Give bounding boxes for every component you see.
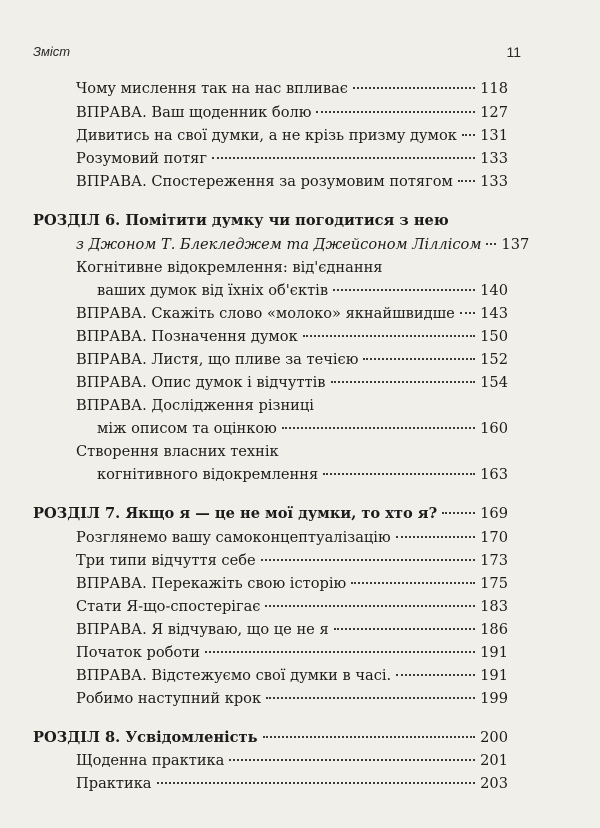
toc-entry: ВПРАВА. Скажіть слово «молоко» якнайшвидше 143 bbox=[76, 305, 508, 322]
toc-entry: з Джоном Т. Блекледжем та Джейсоном Ліллісом 137 bbox=[76, 236, 530, 253]
toc-entry: ВПРАВА. Ваш щоденник болю 127 bbox=[76, 104, 508, 121]
toc-chapter-heading: РОЗДІЛ 6. Помітити думку чи погодитися з нею bbox=[33, 212, 449, 229]
toc-entry: ВПРАВА. Перекажіть свою історію 175 bbox=[76, 575, 508, 592]
toc-entry: когнітивного відокремлення 163 bbox=[97, 466, 508, 483]
toc-entry: Початок роботи 191 bbox=[76, 644, 508, 661]
toc-chapter-heading: РОЗДІЛ 7. Якщо я — це не мої думки, то хто я? 169 bbox=[33, 505, 508, 522]
toc-entry: між описом та оцінкою 160 bbox=[97, 420, 508, 437]
toc-entry: ВПРАВА. Я відчуваю, що це не я 186 bbox=[76, 621, 508, 638]
toc-entry: Чому мислення так на нас впливає 118 bbox=[76, 80, 508, 97]
toc-entry: ваших думок від їхніх об'єктів 140 bbox=[97, 282, 508, 299]
toc-entry: Розумовий потяг 133 bbox=[76, 150, 508, 167]
toc-chapter-heading: РОЗДІЛ 8. Усвідомленість 200 bbox=[33, 729, 508, 746]
toc-entry: Стати Я-що-спостерігає 183 bbox=[76, 598, 508, 615]
toc-entry: ВПРАВА. Позначення думок 150 bbox=[76, 328, 508, 345]
toc-entry: Щоденна практика 201 bbox=[76, 752, 508, 769]
running-header-page-number: 11 bbox=[506, 44, 521, 60]
toc-entry: ВПРАВА. Дослідження різниці bbox=[76, 397, 314, 414]
toc-entry: Робимо наступний крок 199 bbox=[76, 690, 508, 707]
toc-entry: Створення власних технік bbox=[76, 443, 279, 460]
running-header-section: Зміст bbox=[33, 44, 71, 59]
toc-entry: Когнітивне відокремлення: від'єднання bbox=[76, 259, 383, 276]
toc-entry: ВПРАВА. Листя, що пливе за течією 152 bbox=[76, 351, 508, 368]
toc-entry: Дивитись на свої думки, а не крізь призму думок 131 bbox=[76, 127, 508, 144]
toc-entry: Практика 203 bbox=[76, 775, 508, 792]
toc-entry: ВПРАВА. Відстежуємо свої думки в часі. 191 bbox=[76, 667, 508, 684]
toc-entry: ВПРАВА. Спостереження за розумовим потягом 133 bbox=[76, 173, 508, 190]
toc-entry: Три типи відчуття себе 173 bbox=[76, 552, 508, 569]
toc-entry: Розглянемо вашу самоконцептуалізацію 170 bbox=[76, 529, 508, 546]
toc-entry: ВПРАВА. Опис думок і відчуттів 154 bbox=[76, 374, 508, 391]
